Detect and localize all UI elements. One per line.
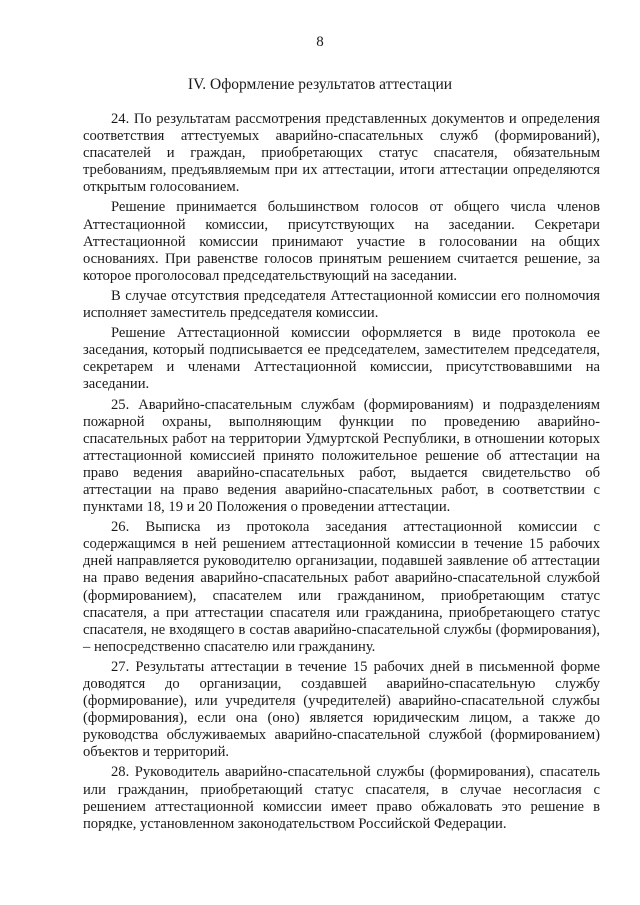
paragraph-24-voting: Решение принимается большинством голосов от общего числа членов Аттестационной комиссии, присутствующих на заседании. Секретари Аттестационной комиссии принимают участие в голосовании на общих основаниях. При равенстве голосов принятым решением считается решение, за которое проголосовал председательствующий на заседании. xyxy=(83,199,600,284)
paragraph-28: 28. Руководитель аварийно-спасательной службы (формирования), спасатель или гражданин, приобретающий статус спасателя, в случае несогласия с решением аттестационной комиссии имеет право обжаловать это решение в порядке, установленном законодательством Российской Федерации. xyxy=(83,764,600,832)
page-number: 8 xyxy=(316,34,324,50)
paragraph-27: 27. Результаты аттестации в течение 15 рабочих дней в письменной форме доводятся до организации, создавшей аварийно-спасательную службу (формирование), или учредителя (учредителей) аварийно-спасательной службы (формирования), если она (оно) является юридическим лицом, а также до руководства обслуживаемых аварийно-спасательной службой (формированием) объектов и территорий. xyxy=(83,658,600,761)
paragraph-24: 24. По результатам рассмотрения представленных документов и определения соответствия аттестуемых аварийно-спасательных служб (формирований), спасателей и граждан, приобретающих статус спасателя, обязательным требованиям, предъявляемым при их аттестации, итоги аттестации определяются открытым голосованием. xyxy=(83,111,600,196)
section-title: IV. Оформление результатов аттестации xyxy=(187,76,453,93)
paragraph-26: 26. Выписка из протокола заседания аттестационной комиссии с содержащимся в ней решением аттестационной комиссии в течение 15 рабочих дней направляется руководителю организации, подавшей заявление об аттестации на право ведения аварийно-спасательных работ аварийно-спасательной службой (формированием), спасателем или гражданином, приобретающим статус спасателя, а при аттестации спасателя или гражданина, приобретающего статус спасателя, не входящего в состав аварийно-спасательной службы (формирования), – непосредственно спасателю или гражданину. xyxy=(83,519,600,655)
document-body xyxy=(83,111,600,836)
paragraph-24-protocol: Решение Аттестационной комиссии оформляется в виде протокола ее заседания, который подписывается ее председателем, заместителем председателя, секретарем и членами Аттестационной комиссии, присутствовавшими на заседании. xyxy=(83,325,600,393)
paragraph-24-deputy: В случае отсутствия председателя Аттестационной комиссии его полномочия исполняет заместитель председателя комиссии. xyxy=(83,287,600,322)
paragraph-25: 25. Аварийно-спасательным службам (формированиям) и подразделениям пожарной охраны, выполняющим функции по проведению аварийно-спасательных работ на территории Удмуртской Республики, в отношении которых аттестационной комиссией принято положительное решение об аттестации на право ведения аварийно-спасательных работ, выдается свидетельство об аттестации на право ведения аварийно-спасательных работ, в соответствии с пунктами 18, 19 и 20 Положения о проведении аттестации. xyxy=(83,396,600,516)
